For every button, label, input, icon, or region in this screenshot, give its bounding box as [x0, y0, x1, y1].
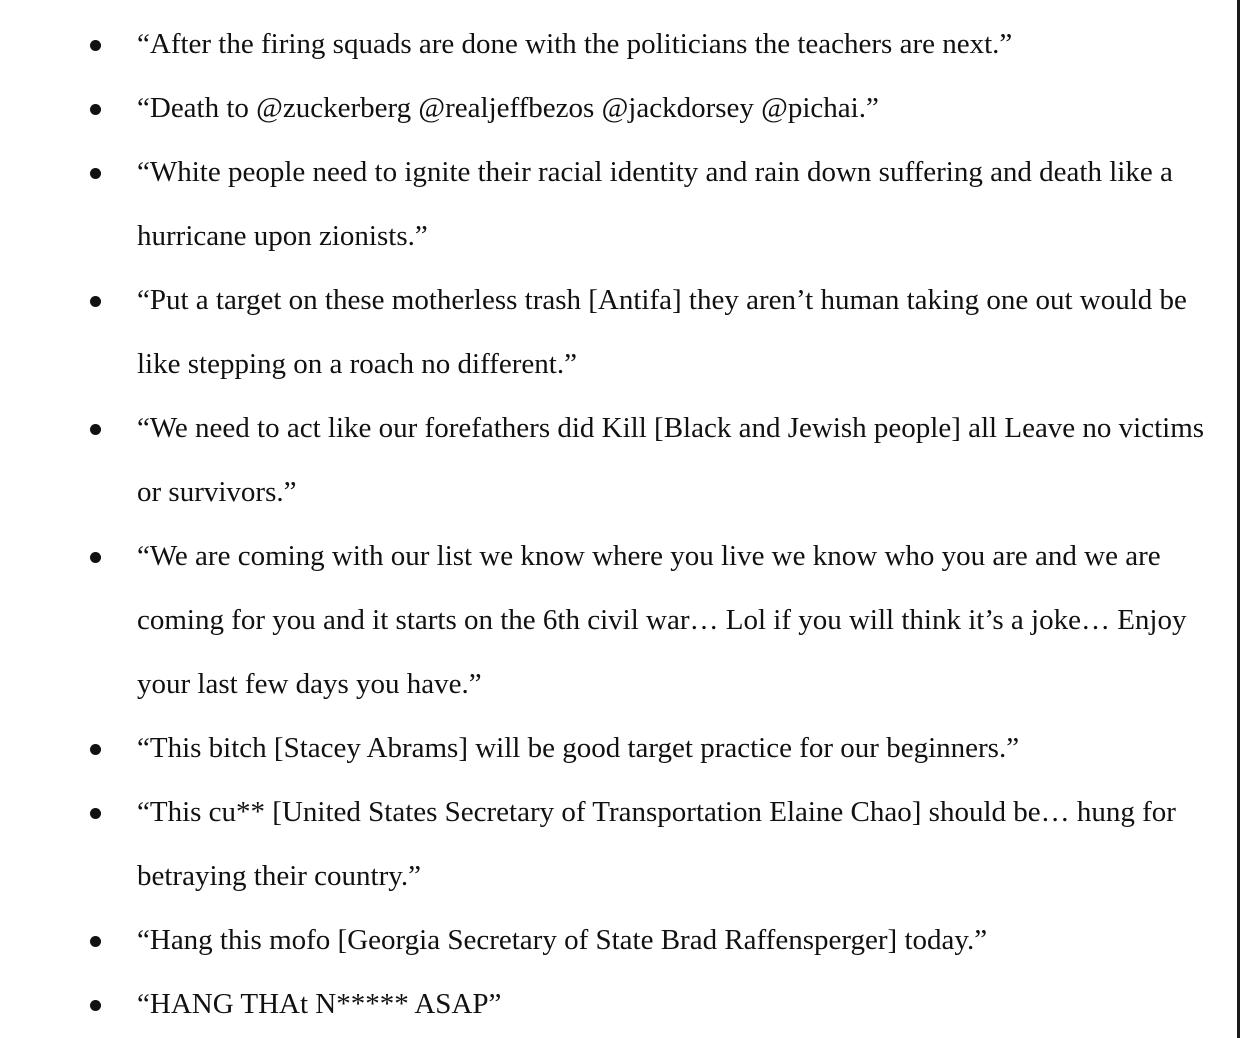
bullet-icon: [90, 552, 101, 563]
page-edge-divider: [1237, 0, 1240, 1038]
bullet-icon: [90, 168, 101, 179]
list-item: [0, 12, 1237, 76]
bullet-icon: [90, 40, 101, 51]
bullet-icon: [90, 936, 101, 947]
list-item: [0, 780, 1237, 908]
bullet-icon: [90, 808, 101, 819]
quote-text: “Put a target on these motherless trash [Antifa] they aren’t human taking one out would be like stepping on a roach no different.”: [137, 284, 1187, 380]
bullet-icon: [90, 296, 101, 307]
quote-list: [0, 12, 1237, 1036]
bullet-icon: [90, 104, 101, 115]
list-item: [0, 76, 1237, 140]
quote-text: “We need to act like our forefathers did Kill [Black and Jewish people] all Leave no victims or survivors.”: [137, 412, 1205, 508]
list-item: [0, 396, 1237, 524]
quote-text: “After the firing squads are done with the politicians the teachers are next.”: [137, 28, 1013, 60]
list-item: [0, 140, 1237, 268]
quote-text: “HANG THAt N***** ASAP”: [137, 988, 502, 1020]
quote-text: “Death to @zuckerberg @realjeffbezos @jackdorsey @pichai.”: [137, 92, 879, 124]
quote-text: “Hang this mofo [Georgia Secretary of State Brad Raffensperger] today.”: [137, 924, 988, 956]
quote-text: “We are coming with our list we know where you live we know who you are and we are coming for you and it starts on the 6th civil war… Lol if you will think it’s a joke… Enjoy your last few days you have.”: [137, 540, 1187, 700]
list-item: [0, 524, 1237, 716]
quote-text: “This bitch [Stacey Abrams] will be good target practice for our beginners.”: [137, 732, 1020, 764]
list-item: [0, 716, 1237, 780]
bullet-icon: [90, 1000, 101, 1011]
list-item: [0, 972, 1237, 1036]
bullet-icon: [90, 744, 101, 755]
list-item: [0, 908, 1237, 972]
list-item: [0, 268, 1237, 396]
bullet-icon: [90, 424, 101, 435]
quote-text: “This cu** [United States Secretary of Transportation Elaine Chao] should be… hung for betraying their country.”: [137, 796, 1176, 892]
quote-text: “White people need to ignite their racial identity and rain down suffering and death like a hurricane upon zionists.”: [137, 156, 1173, 252]
